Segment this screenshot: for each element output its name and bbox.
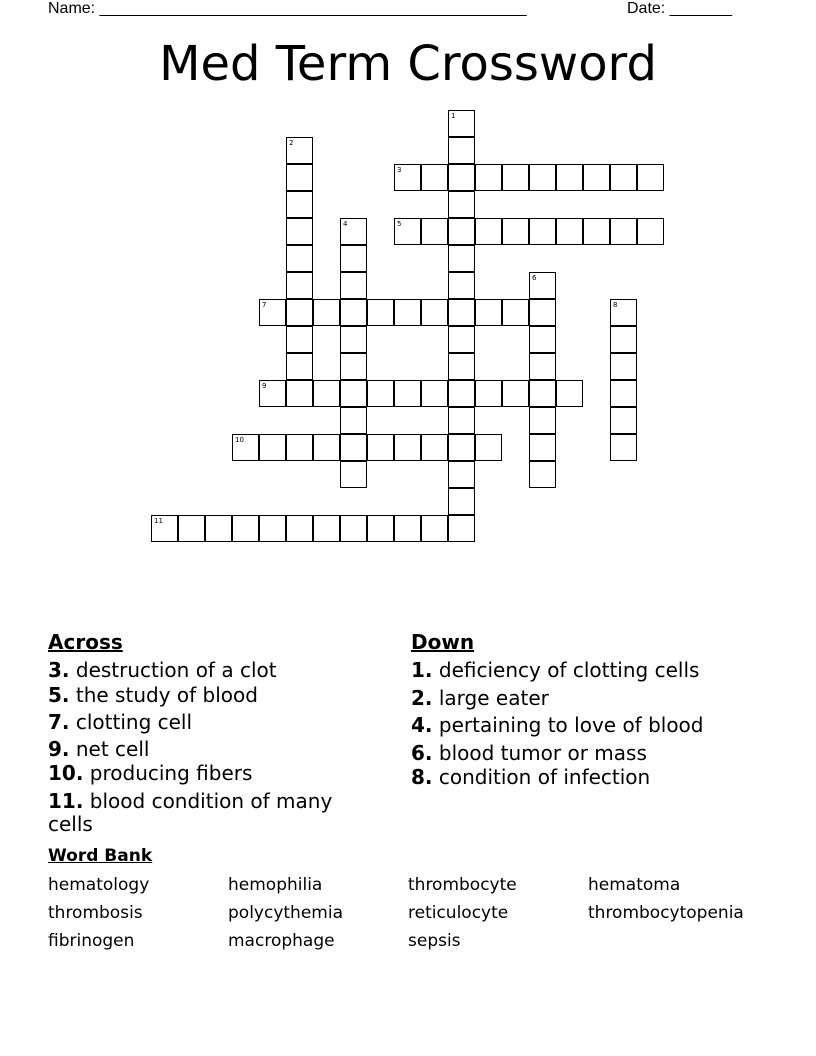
crossword-cell[interactable] bbox=[394, 380, 421, 407]
word-bank-item: hemophilia bbox=[228, 875, 323, 895]
crossword-cell[interactable] bbox=[259, 299, 286, 326]
crossword-cell[interactable] bbox=[637, 164, 664, 191]
crossword-cell[interactable] bbox=[421, 434, 448, 461]
date-field-label: Date: _______ bbox=[627, 0, 732, 17]
crossword-cell[interactable] bbox=[448, 488, 475, 515]
crossword-cell[interactable] bbox=[448, 461, 475, 488]
crossword-cell[interactable] bbox=[286, 326, 313, 353]
clue-number: 10 bbox=[235, 436, 244, 444]
clue-item bbox=[411, 659, 771, 682]
crossword-cell[interactable] bbox=[232, 515, 259, 542]
crossword-cell[interactable] bbox=[286, 353, 313, 380]
clue-text: deficiency of clotting cells bbox=[432, 658, 700, 682]
crossword-cell[interactable] bbox=[475, 380, 502, 407]
down-heading: Down bbox=[411, 630, 475, 654]
crossword-cell[interactable] bbox=[448, 191, 475, 218]
crossword-cell[interactable] bbox=[286, 218, 313, 245]
crossword-cell[interactable] bbox=[448, 299, 475, 326]
clue-number-label: 4. bbox=[411, 713, 433, 737]
clue-item bbox=[48, 790, 358, 836]
crossword-cell[interactable] bbox=[421, 218, 448, 245]
crossword-cell[interactable] bbox=[583, 164, 610, 191]
crossword-cell[interactable] bbox=[610, 299, 637, 326]
crossword-cell[interactable] bbox=[286, 272, 313, 299]
clue-number: 5 bbox=[397, 220, 402, 228]
crossword-cell[interactable] bbox=[394, 218, 421, 245]
clue-number-label: 7. bbox=[48, 710, 70, 734]
crossword-cell[interactable] bbox=[556, 218, 583, 245]
word-bank-item: thrombocyte bbox=[408, 875, 517, 895]
crossword-cell[interactable] bbox=[448, 272, 475, 299]
across-heading: Across bbox=[48, 630, 123, 654]
crossword-cell[interactable] bbox=[529, 353, 556, 380]
crossword-cell[interactable] bbox=[502, 218, 529, 245]
clue-item bbox=[411, 687, 771, 710]
crossword-cell[interactable] bbox=[448, 434, 475, 461]
clue-number-label: 8. bbox=[411, 765, 433, 789]
crossword-cell[interactable] bbox=[475, 218, 502, 245]
crossword-cell[interactable] bbox=[286, 434, 313, 461]
crossword-cell[interactable] bbox=[448, 110, 475, 137]
crossword-cell[interactable] bbox=[502, 299, 529, 326]
clue-number: 3 bbox=[397, 166, 402, 174]
clue-text: condition of infection bbox=[432, 765, 651, 789]
crossword-cell[interactable] bbox=[340, 407, 367, 434]
crossword-cell[interactable] bbox=[340, 245, 367, 272]
crossword-cell[interactable] bbox=[313, 434, 340, 461]
crossword-cell[interactable] bbox=[475, 434, 502, 461]
crossword-cell[interactable] bbox=[340, 299, 367, 326]
crossword-cell[interactable] bbox=[448, 353, 475, 380]
crossword-cell[interactable] bbox=[448, 137, 475, 164]
crossword-cell[interactable] bbox=[367, 380, 394, 407]
clue-number-label: 3. bbox=[48, 658, 70, 682]
clue-text: the study of blood bbox=[69, 683, 258, 707]
clue-number-label: 5. bbox=[48, 683, 70, 707]
clue-item bbox=[48, 659, 358, 682]
crossword-cell[interactable] bbox=[286, 164, 313, 191]
crossword-cell[interactable] bbox=[367, 434, 394, 461]
crossword-cell[interactable] bbox=[610, 218, 637, 245]
crossword-cell[interactable] bbox=[529, 434, 556, 461]
crossword-cell[interactable] bbox=[286, 137, 313, 164]
clue-number: 4 bbox=[343, 220, 348, 228]
clue-number: 8 bbox=[613, 301, 618, 309]
crossword-cell[interactable] bbox=[340, 326, 367, 353]
crossword-cell[interactable] bbox=[610, 434, 637, 461]
clue-item bbox=[411, 766, 771, 789]
word-bank-item: macrophage bbox=[228, 931, 335, 951]
crossword-cell[interactable] bbox=[529, 299, 556, 326]
crossword-cell[interactable] bbox=[448, 380, 475, 407]
crossword-cell[interactable] bbox=[313, 515, 340, 542]
clue-text: producing fibers bbox=[83, 761, 253, 785]
clue-text: net cell bbox=[69, 737, 150, 761]
clue-item bbox=[411, 742, 771, 765]
crossword-cell[interactable] bbox=[475, 164, 502, 191]
crossword-cell[interactable] bbox=[610, 164, 637, 191]
crossword-cell[interactable] bbox=[286, 299, 313, 326]
crossword-cell[interactable] bbox=[529, 164, 556, 191]
word-bank-item: hematoma bbox=[588, 875, 681, 895]
crossword-cell[interactable] bbox=[529, 407, 556, 434]
crossword-cell[interactable] bbox=[367, 515, 394, 542]
clue-number-label: 6. bbox=[411, 741, 433, 765]
crossword-cell[interactable] bbox=[313, 299, 340, 326]
clue-item bbox=[48, 738, 358, 761]
crossword-cell[interactable] bbox=[313, 380, 340, 407]
word-bank-heading: Word Bank bbox=[48, 846, 153, 866]
crossword-cell[interactable] bbox=[529, 272, 556, 299]
crossword-cell[interactable] bbox=[610, 380, 637, 407]
crossword-cell[interactable] bbox=[340, 461, 367, 488]
crossword-cell[interactable] bbox=[340, 515, 367, 542]
crossword-cell[interactable] bbox=[340, 380, 367, 407]
word-bank-item: polycythemia bbox=[228, 903, 343, 923]
crossword-cell[interactable] bbox=[340, 434, 367, 461]
crossword-cell[interactable] bbox=[286, 191, 313, 218]
clue-number-label: 10. bbox=[48, 761, 84, 785]
crossword-cell[interactable] bbox=[529, 461, 556, 488]
crossword-cell[interactable] bbox=[610, 326, 637, 353]
clue-number-label: 1. bbox=[411, 658, 433, 682]
crossword-cell[interactable] bbox=[610, 407, 637, 434]
crossword-cell[interactable] bbox=[529, 218, 556, 245]
clue-number: 1 bbox=[451, 112, 456, 120]
clue-number: 6 bbox=[532, 274, 537, 282]
word-bank-item: thrombosis bbox=[48, 903, 143, 923]
crossword-cell[interactable] bbox=[286, 245, 313, 272]
word-bank-item: sepsis bbox=[408, 931, 461, 951]
crossword-cell[interactable] bbox=[286, 380, 313, 407]
crossword-cell[interactable] bbox=[340, 272, 367, 299]
crossword-cell[interactable] bbox=[259, 515, 286, 542]
clue-text: clotting cell bbox=[69, 710, 193, 734]
crossword-cell[interactable] bbox=[502, 380, 529, 407]
clue-text: pertaining to love of blood bbox=[432, 713, 704, 737]
crossword-cell[interactable] bbox=[502, 164, 529, 191]
clue-number-label: 11. bbox=[48, 789, 84, 813]
page-title: Med Term Crossword bbox=[159, 36, 657, 92]
crossword-cell[interactable] bbox=[232, 434, 259, 461]
clue-item bbox=[48, 711, 358, 734]
crossword-cell[interactable] bbox=[448, 407, 475, 434]
crossword-cell[interactable] bbox=[178, 515, 205, 542]
name-field-label: Name: ________________________________________________ bbox=[48, 0, 527, 17]
crossword-cell[interactable] bbox=[448, 218, 475, 245]
clue-text: blood condition of many cells bbox=[48, 789, 333, 836]
crossword-cell[interactable] bbox=[448, 164, 475, 191]
crossword-cell[interactable] bbox=[340, 218, 367, 245]
crossword-cell[interactable] bbox=[529, 326, 556, 353]
word-bank-item: fibrinogen bbox=[48, 931, 135, 951]
crossword-cell[interactable] bbox=[610, 353, 637, 380]
crossword-cell[interactable] bbox=[448, 326, 475, 353]
crossword-cell[interactable] bbox=[259, 434, 286, 461]
crossword-cell[interactable] bbox=[394, 164, 421, 191]
crossword-cell[interactable] bbox=[421, 380, 448, 407]
crossword-cell[interactable] bbox=[367, 299, 394, 326]
clue-text: destruction of a clot bbox=[69, 658, 277, 682]
crossword-cell[interactable] bbox=[259, 380, 286, 407]
word-bank-item: reticulocyte bbox=[408, 903, 509, 923]
crossword-cell[interactable] bbox=[583, 218, 610, 245]
crossword-cell[interactable] bbox=[556, 380, 583, 407]
crossword-cell[interactable] bbox=[448, 515, 475, 542]
clue-number: 7 bbox=[262, 301, 267, 309]
clue-number-label: 2. bbox=[411, 686, 433, 710]
crossword-cell[interactable] bbox=[475, 299, 502, 326]
clue-item bbox=[411, 714, 771, 737]
crossword-cell[interactable] bbox=[421, 164, 448, 191]
crossword-cell[interactable] bbox=[394, 515, 421, 542]
clue-text: large eater bbox=[432, 686, 549, 710]
clue-number: 9 bbox=[262, 382, 267, 390]
clue-item bbox=[48, 684, 358, 707]
clue-item bbox=[48, 762, 358, 785]
clue-text: blood tumor or mass bbox=[432, 741, 647, 765]
crossword-cell[interactable] bbox=[286, 515, 313, 542]
clue-number: 2 bbox=[289, 139, 294, 147]
clue-number-label: 9. bbox=[48, 737, 70, 761]
word-bank-item: hematology bbox=[48, 875, 150, 895]
crossword-cell[interactable] bbox=[205, 515, 232, 542]
crossword-cell[interactable] bbox=[421, 515, 448, 542]
clue-number: 11 bbox=[154, 517, 163, 525]
crossword-cell[interactable] bbox=[529, 380, 556, 407]
crossword-cell[interactable] bbox=[637, 218, 664, 245]
word-bank-item: thrombocytopenia bbox=[588, 903, 744, 923]
crossword-cell[interactable] bbox=[340, 353, 367, 380]
crossword-cell[interactable] bbox=[556, 164, 583, 191]
crossword-cell[interactable] bbox=[394, 299, 421, 326]
crossword-cell[interactable] bbox=[394, 434, 421, 461]
crossword-cell[interactable] bbox=[151, 515, 178, 542]
crossword-cell[interactable] bbox=[448, 245, 475, 272]
crossword-cell[interactable] bbox=[421, 299, 448, 326]
